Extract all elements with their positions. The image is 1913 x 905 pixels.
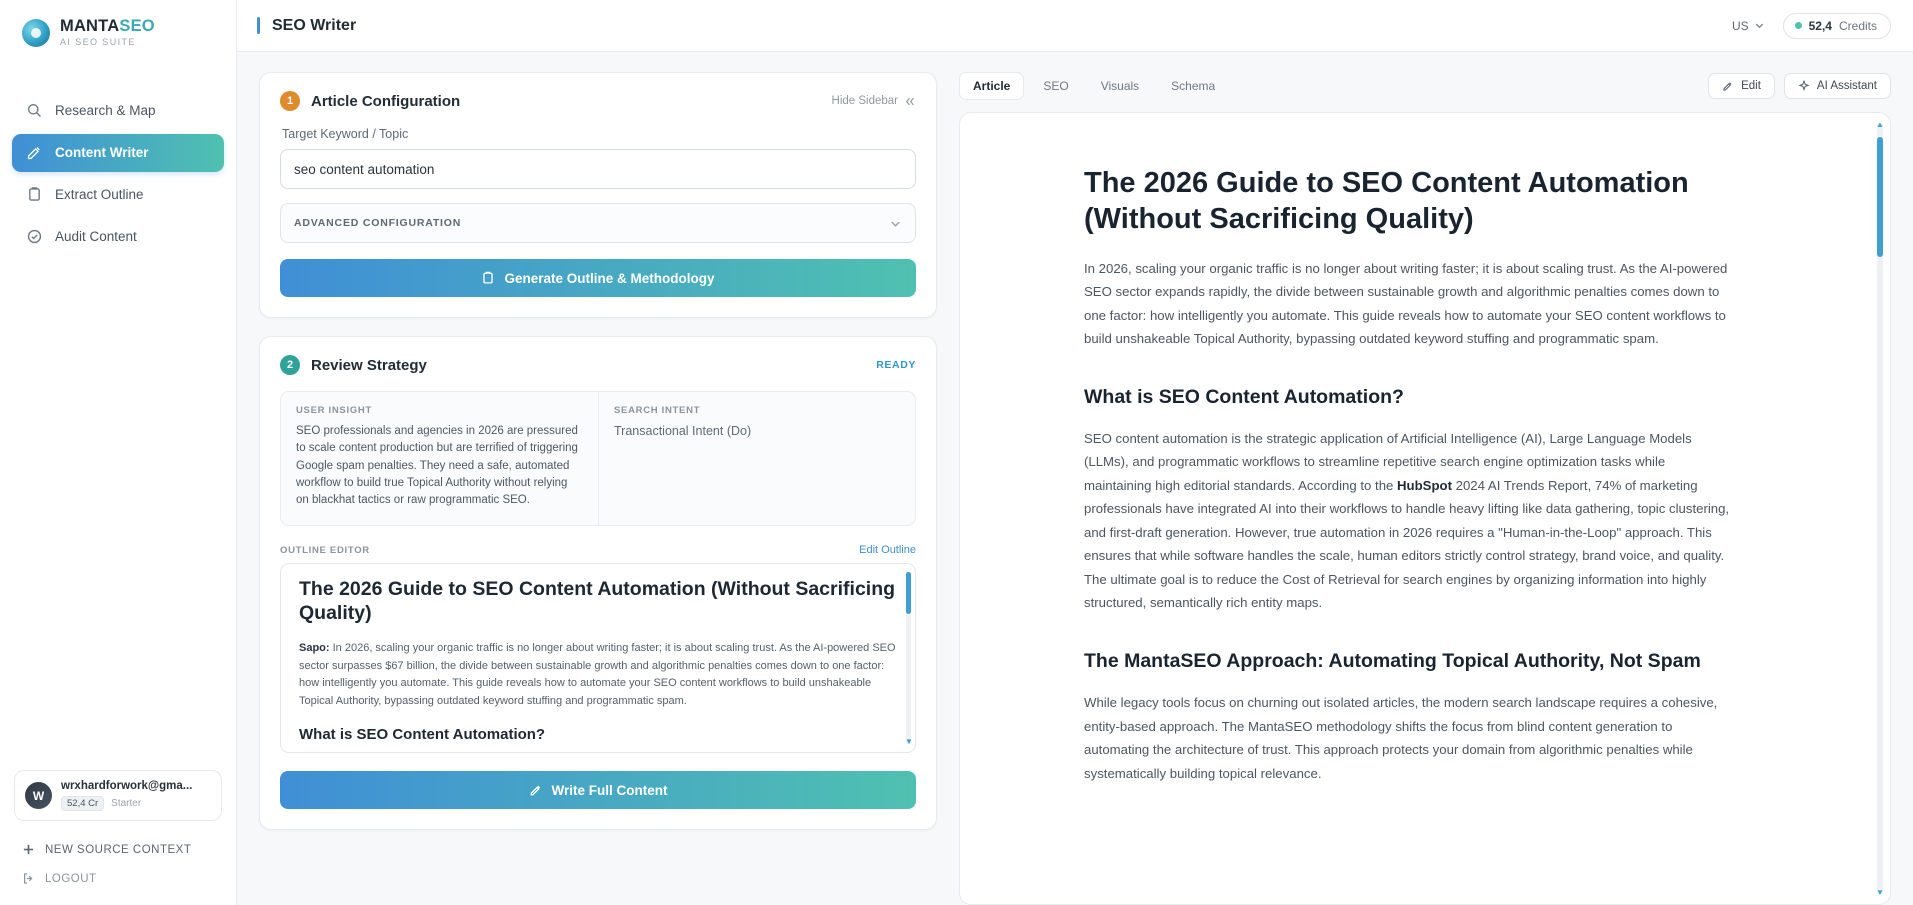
- logout-icon: [22, 872, 35, 885]
- user-insight-label: USER INSIGHT: [296, 405, 372, 416]
- outline-title: The 2026 Guide to SEO Content Automation (Without Sacrificing Quality): [299, 578, 896, 625]
- user-credits-chip: 52,4 Cr: [61, 796, 104, 811]
- title-accent-bar: [257, 17, 260, 34]
- outline-sapo: [299, 640, 897, 711]
- article-configuration-card: [259, 72, 937, 318]
- edit-label: Edit: [1741, 80, 1761, 92]
- search-intent-value-wrap: [614, 424, 900, 438]
- write-full-content-button[interactable]: [280, 771, 916, 809]
- logout-label: LOGOUT: [45, 872, 97, 885]
- document-body-a-part2: 2024 AI Trends Report, 74% of marketing professionals have integrated AI into their workflows to handle heavy lifting like data gathering, topic clustering, and first-draft generation. However, true automation in 2026 requires a "Human-in-the-Loop" approach. This ensures that while software handles the scale, human editors strictly control strategy, brand voice, and quality. The ultimate goal is to reduce the Cost of Retrieval for search engines by organizing information into highly structured, semantically rich entity maps.: [1084, 477, 1730, 611]
- document-intro: In 2026, scaling your organic traffic is no longer about writing faster; it is about scaling trust. As the AI-powered SEO sector expands rapidly, the divide between sustainable growth and algorithmic penalties comes down to one factor: how intelligently you automate. This guide reveals how to automate your SEO content workflows to build unshakeable Topical Authority, bypassing outdated keyword stuffing and programmatic spam.: [1084, 260, 1728, 347]
- sidebar-item-extract-outline[interactable]: [12, 176, 224, 214]
- outline-sapo-text: In 2026, scaling your organic traffic is no longer about writing faster; it is about scaling trust. As the AI-powered SEO sector surpasses $67 billion, the divide between sustainable growth and algorithmic penalties comes down to one factor: how intelligently you automate. This guide reveals how to automate your SEO content workflows to build unshakeable Topical Authority, bypassing outdated keyword stuffing and programmatic spam.: [299, 641, 896, 708]
- document-body-a: [1084, 427, 1732, 615]
- generate-outline-label: Generate Outline & Methodology: [504, 270, 715, 286]
- search-input[interactable]: [280, 149, 916, 189]
- advanced-configuration-toggle[interactable]: [280, 203, 916, 243]
- brand-tagline: AI SEO SUITE: [60, 37, 136, 48]
- user-plan-row: [61, 796, 192, 811]
- outline-sapo-label: Sapo:: [299, 641, 330, 654]
- logout-button[interactable]: [0, 864, 236, 893]
- credits-status-dot: [1795, 22, 1802, 29]
- pencil-square-icon: [26, 144, 43, 161]
- advanced-configuration-label: ADVANCED CONFIGURATION: [294, 217, 462, 229]
- topbar-right: [1732, 13, 1891, 39]
- sidebar-item-content-writer[interactable]: [12, 134, 224, 172]
- right-panel: [959, 72, 1891, 905]
- chevrons-left-icon: [904, 96, 916, 107]
- generate-outline-button[interactable]: [280, 259, 916, 297]
- edit-button[interactable]: [1708, 73, 1775, 99]
- brand-name-part1: MANTA: [60, 17, 120, 35]
- scroll-down-arrow-icon[interactable]: ▼: [1876, 888, 1884, 897]
- left-panel: [259, 72, 937, 905]
- outline-next-heading: What is SEO Content Automation?: [299, 726, 546, 744]
- tab-seo[interactable]: SEO: [1043, 79, 1069, 93]
- search-intent-cell: [598, 392, 915, 525]
- write-full-content-label: Write Full Content: [551, 782, 668, 798]
- page-title-wrap: [237, 17, 356, 35]
- tab-visuals[interactable]: Visuals: [1100, 79, 1140, 93]
- review-strategy-header: [280, 355, 916, 375]
- new-source-context-label: NEW SOURCE CONTEXT: [45, 843, 192, 856]
- avatar: W: [25, 782, 52, 809]
- sidebar: [0, 0, 237, 905]
- search-intent-label: SEARCH INTENT: [614, 405, 701, 416]
- sidebar-item-label: Audit Content: [55, 229, 137, 245]
- locale-label: US: [1731, 18, 1749, 33]
- manta-logo-icon: [22, 19, 50, 47]
- hide-sidebar-label: Hide Sidebar: [831, 95, 898, 107]
- sidebar-item-label: Content Writer: [55, 145, 149, 161]
- sidebar-item-label: Extract Outline: [55, 187, 144, 203]
- user-email: wrxhardforwork@gma...: [61, 780, 193, 792]
- outline-scrollbar[interactable]: [905, 572, 913, 747]
- sidebar-footer: [0, 770, 236, 905]
- outline-editor-header: [280, 544, 916, 556]
- document-h1: The 2026 Guide to SEO Content Automation (Without Sacrificing Quality): [1084, 167, 1689, 235]
- check-circle-icon: [26, 228, 43, 245]
- outline-editor-label: OUTLINE EDITOR: [280, 545, 370, 557]
- clipboard-icon: [481, 271, 495, 285]
- document-body-a-part1: SEO content automation is the strategic application of Artificial Intelligence (AI), Large Language Models (LLMs), and programmatic workflows to streamline repetitive search engine optimization tasks while maintaining high editorial standards. According to the: [1084, 430, 1692, 493]
- credits-badge[interactable]: [1783, 13, 1891, 39]
- sidebar-nav: [0, 92, 236, 256]
- article-document[interactable]: [959, 112, 1891, 905]
- user-plan-label: Starter: [111, 798, 142, 809]
- brand[interactable]: [0, 0, 236, 66]
- workspace: [237, 52, 1913, 905]
- scroll-up-arrow-icon[interactable]: ▲: [1876, 120, 1884, 129]
- outline-preview[interactable]: [280, 563, 916, 753]
- tab-article[interactable]: Article: [959, 72, 1024, 100]
- credits-label: Credits: [1838, 18, 1877, 33]
- document-body-a-brand: HubSpot: [1397, 477, 1452, 493]
- search-intent-value: Transactional Intent: [614, 424, 724, 438]
- search-icon: [26, 102, 43, 119]
- review-strategy-card: [259, 336, 937, 830]
- tab-schema[interactable]: Schema: [1171, 79, 1216, 93]
- article-configuration-title: Article Configuration: [311, 92, 461, 110]
- chevron-down-icon: [889, 217, 902, 230]
- document-scrollbar[interactable]: [1876, 120, 1884, 897]
- credits-value: 52,4: [1808, 18, 1832, 33]
- new-source-context-button[interactable]: [0, 835, 236, 864]
- edit-outline-button[interactable]: Edit Outline: [859, 544, 916, 557]
- chevron-down-icon: [1754, 20, 1765, 31]
- pencil-icon: [1722, 80, 1734, 92]
- search-intent-suffix: (Do): [726, 424, 752, 438]
- sidebar-item-label: Research & Map: [55, 103, 156, 119]
- plus-icon: [22, 843, 35, 856]
- hide-sidebar-button[interactable]: [832, 95, 916, 107]
- editor-toolbar: [959, 72, 1891, 112]
- sidebar-item-research-and-map[interactable]: [12, 92, 224, 130]
- document-scrollbar-thumb[interactable]: [1877, 137, 1883, 257]
- document-h2-what-is: What is SEO Content Automation?: [1084, 385, 1404, 408]
- user-meta: [61, 780, 192, 811]
- ai-assistant-label: AI Assistant: [1816, 80, 1877, 92]
- document-body-b: While legacy tools focus on churning out isolated articles, the modern search landscape requires a cohesive, entity-based approach. The MantaSEO methodology shifts the focus from blind content generation to automating the architecture of trust. This approach protects your domain from algorithmic penalties while systematically building topical relevance.: [1084, 695, 1718, 781]
- keyword-label: Target Keyword / Topic: [282, 127, 409, 141]
- user-insight-cell: [281, 392, 598, 525]
- brand-name-part2: SEO: [119, 17, 155, 35]
- topbar: [237, 0, 1913, 52]
- brand-title: [60, 18, 155, 35]
- status-badge: READY: [876, 359, 916, 371]
- scroll-down-arrow-icon[interactable]: ▼: [905, 737, 913, 747]
- pencil-icon: [529, 783, 543, 797]
- ai-assistant-button[interactable]: [1784, 73, 1891, 99]
- user-insight-text: SEO professionals and agencies in 2026 are pressured to scale content production but are terrified of triggering Google spam penalties. They need a safe, automated workflow to build true Topical Authority without relying on blackhat tactics or raw programmatic SEO.: [296, 425, 578, 506]
- sidebar-item-audit-content[interactable]: [12, 218, 224, 256]
- user-card[interactable]: [14, 770, 222, 821]
- document-h2-mantaseo-approach: The MantaSEO Approach: Automating Topical Authority, Not Spam: [1084, 649, 1701, 672]
- locale-selector[interactable]: [1732, 19, 1765, 33]
- clipboard-icon: [26, 186, 43, 203]
- step-badge-1: 1: [280, 91, 300, 111]
- article-configuration-header: [280, 91, 916, 111]
- brand-text: [60, 18, 155, 48]
- outline-scrollbar-thumb[interactable]: [906, 572, 911, 614]
- sparkle-icon: [1798, 80, 1810, 92]
- strategy-info-grid: [280, 391, 916, 526]
- main-area: [237, 0, 1913, 905]
- page-title: SEO Writer: [272, 16, 357, 34]
- step-badge-2: 2: [280, 355, 300, 375]
- review-strategy-title: Review Strategy: [311, 356, 427, 374]
- editor-actions: [1708, 73, 1891, 99]
